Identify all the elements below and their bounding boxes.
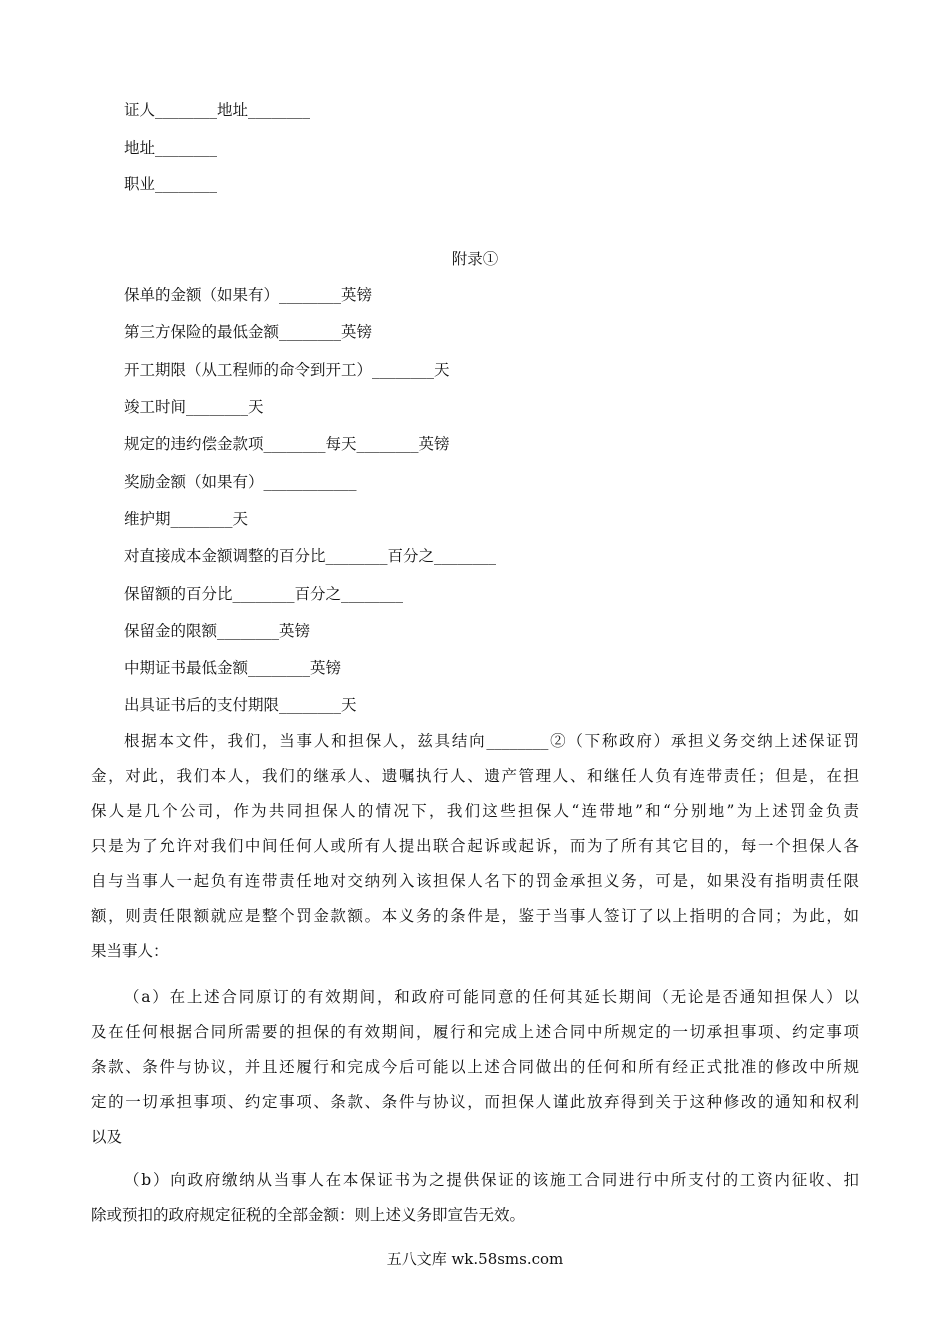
witness-line-2: 地址________ — [124, 139, 218, 157]
appendix-item: 开工期限（从工程师的命令到开工）________天 — [124, 361, 450, 379]
appendix-item: 保留金的限额________英镑 — [124, 622, 311, 640]
paragraph-line: 根据本文件，我们，当事人和担保人，兹具结向________②（下称政府）承担义务交纳上述保证罚 — [124, 732, 859, 750]
page-footer: 五八文库 wk.58sms.com — [386, 1250, 564, 1268]
paragraph-line: 及在任何根据合同所需要的担保的有效期间，履行和完成上述合同中所规定的一切承担事项、约定事项 — [91, 1023, 859, 1041]
witness-line-3: 职业________ — [124, 175, 218, 193]
paragraph-line: 定的一切承担事项、约定事项、条款、条件与协议，而担保人谨此放弃得到关于这种修改的通知和权利 — [91, 1093, 859, 1111]
paragraph-line: 额，则责任限额就应是整个罚金款额。本义务的条件是，鉴于当事人签订了以上指明的合同；为此，如 — [91, 907, 859, 925]
appendix-item: 出具证书后的支付期限________天 — [124, 696, 357, 714]
appendix-item: 维护期________天 — [124, 510, 249, 528]
appendix-item: 规定的违约偿金款项________每天________英镑 — [124, 435, 450, 453]
witness-line-1: 证人________地址________ — [124, 101, 311, 119]
appendix-item: 保单的金额（如果有）________英镑 — [124, 286, 373, 304]
appendix-item: 奖励金额（如果有）____________ — [124, 473, 357, 491]
paragraph-line: （a）在上述合同原订的有效期间，和政府可能同意的任何其延长期间（无论是否通知担保人）以 — [124, 988, 859, 1006]
appendix-item: 中期证书最低金额________英镑 — [124, 659, 342, 677]
paragraph-line: 金，对此，我们本人，我们的继承人、遗嘱执行人、遗产管理人、和继任人负有连带责任；但是，在担 — [91, 767, 859, 785]
appendix-item: 第三方保险的最低金额________英镑 — [124, 323, 373, 341]
paragraph-line: （b）向政府缴纳从当事人在本保证书为之提供保证的该施工合同进行中所支付的工资内征收、扣 — [124, 1171, 859, 1189]
appendix-item: 对直接成本金额调整的百分比________百分之________ — [124, 547, 497, 565]
paragraph-line: 以及 — [91, 1128, 123, 1146]
appendix-item: 竣工时间________天 — [124, 398, 264, 416]
paragraph-line: 自与当事人一起负有连带责任地对交纳列入该担保人名下的罚金承担义务，可是，如果没有指明责任限 — [91, 872, 859, 890]
paragraph-line: 果当事人： — [91, 942, 169, 960]
appendix-title: 附录① — [451, 250, 499, 268]
paragraph-line: 只是为了允许对我们中间任何人或所有人提出联合起诉或起诉，而为了所有其它目的，每一个担保人各 — [91, 837, 859, 855]
paragraph-line: 保人是几个公司，作为共同担保人的情况下，我们这些担保人“连带地”和“分别地”为上述罚金负责 — [91, 802, 859, 820]
paragraph-line: 除或预扣的政府规定征税的全部金额：则上述义务即宣告无效。 — [91, 1206, 526, 1224]
appendix-item: 保留额的百分比________百分之________ — [124, 585, 404, 603]
paragraph-line: 条款、条件与协议，并且还履行和完成今后可能以上述合同做出的任何和所有经正式批准的修改中所规 — [91, 1058, 859, 1076]
